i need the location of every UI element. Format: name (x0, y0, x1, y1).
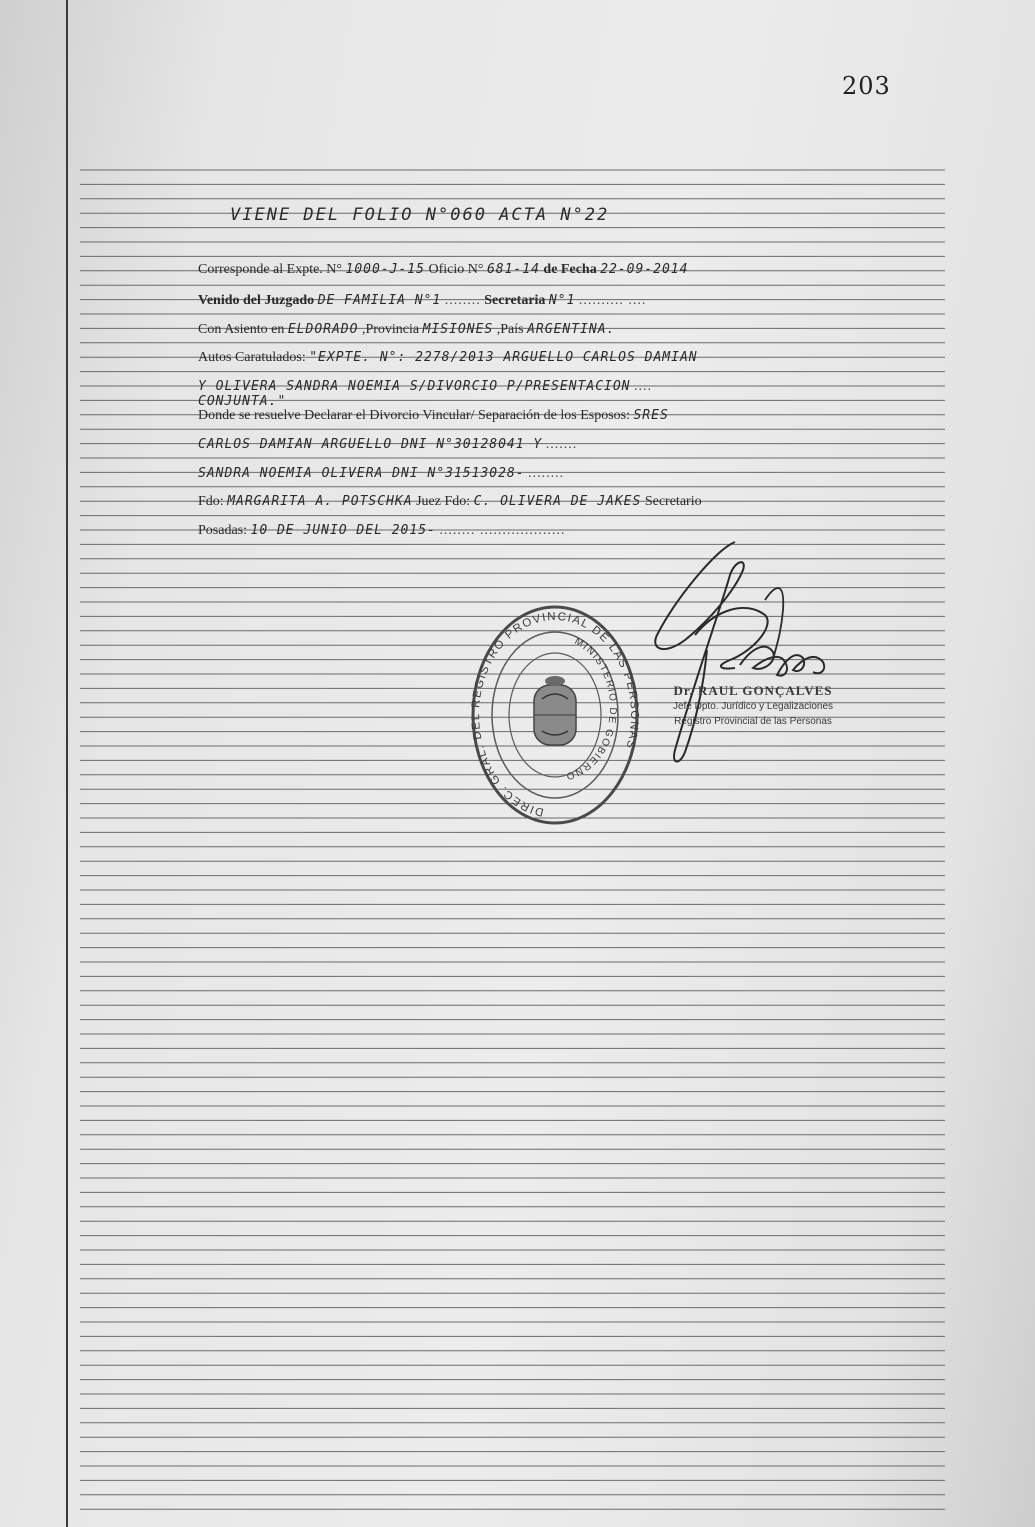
posadas-label: Posadas: (198, 523, 247, 538)
secretaria-value: N°1 (548, 293, 576, 308)
resuelve-value: SRES (633, 408, 669, 423)
form-line-posadas: Posadas: 10 DE JUNIO DEL 2015- ........ ................... (198, 523, 566, 538)
fecha-value: 22-09-2014 (600, 262, 689, 277)
form-line-caratulados-2: Y OLIVERA SANDRA NOEMIA S/DIVORCIO P/PRESENTACION .... (198, 379, 653, 394)
asiento-value: ELDORADO (287, 322, 359, 337)
fdo-label: Fdo: (198, 494, 224, 509)
folio-acta-header (230, 205, 609, 225)
form-line-resuelve (198, 406, 848, 426)
provincia-label: ,Provincia (361, 322, 420, 337)
fecha-label: de Fecha (543, 262, 597, 277)
juzgado-value: DE FAMILIA N°1 (317, 293, 442, 308)
folio-acta-handwritten: VIENE DEL FOLIO N°060 ACTA N°22 (230, 205, 610, 225)
posadas-value: 10 DE JUNIO DEL 2015- (250, 523, 436, 538)
form-line-caratulados (198, 348, 848, 368)
resuelve-line2: SANDRA NOEMIA OLIVERA DNI N°31513028- (198, 466, 525, 481)
provincia-value: MISIONES (422, 322, 494, 337)
form-line-esposa: SANDRA NOEMIA OLIVERA DNI N°31513028- ........ (198, 466, 565, 481)
expediente-label: Corresponde al Expte. N° (198, 262, 343, 277)
form-line-expediente (198, 260, 848, 280)
coat-of-arms-icon (534, 676, 576, 745)
pais-label: ,País (496, 322, 524, 337)
resuelve-line1: CARLOS DAMIAN ARGUELLO DNI N°30128041 Y (198, 437, 543, 452)
seal-outer-text: DIREC. GRAL. DEL REGISTRO PROVINCIAL DE LAS PERSONAS (470, 610, 640, 818)
oficio-label: Oficio N° (428, 262, 484, 277)
juez-label: Juez Fdo: (416, 494, 471, 509)
resuelve-label: Donde se resuelve Declarar el Divorcio Vincular/ Separación de los Esposos: (198, 408, 630, 423)
juzgado-label: Venido del Juzgado (198, 293, 315, 308)
secretario-label: Secretario (644, 494, 702, 509)
page-number: 203 (842, 72, 891, 100)
official-seal (470, 603, 640, 828)
expediente-value: 1000-J-15 (345, 262, 425, 277)
signatory-role: Jefe Dpto. Jurídico y Legalizaciones (672, 701, 834, 712)
caratulados-line3: CONJUNTA." (198, 394, 287, 409)
oficio-value: 681-14 (486, 262, 540, 277)
secretaria-label: Secretaria (484, 293, 546, 308)
juez-value: MARGARITA A. POTSCHKA (227, 494, 413, 509)
secretario-value: C. OLIVERA DE JAKES (473, 494, 642, 509)
caratulados-label: Autos Caratulados: (198, 350, 306, 365)
signatory-office: Registro Provincial de las Personas (674, 716, 832, 727)
form-line-asiento (198, 320, 848, 340)
form-line-firmas (198, 492, 848, 512)
caratulados-line2: Y OLIVERA SANDRA NOEMIA S/DIVORCIO P/PRESENTACION (198, 379, 631, 394)
pais-value: ARGENTINA. (527, 322, 616, 337)
signatory-name: Dr. RAUL GONÇALVES (673, 683, 833, 698)
form-line-juzgado: Venido del Juzgado DE FAMILIA N°1 ........ Secretaria N°1 .......... .... (198, 293, 647, 308)
form-line-esposo: CARLOS DAMIAN ARGUELLO DNI N°30128041 Y ....... (198, 437, 578, 452)
handwritten-signature (635, 540, 845, 770)
signature-block (648, 683, 858, 729)
margin-line (66, 0, 68, 1527)
asiento-label: Con Asiento en (198, 322, 285, 337)
seal-inner-text: MINISTERIO DE GOBIERNO (563, 635, 619, 782)
caratulados-line1: "EXPTE. N°: 2278/2013 ARGUELLO CARLOS DAMIAN (309, 350, 698, 365)
